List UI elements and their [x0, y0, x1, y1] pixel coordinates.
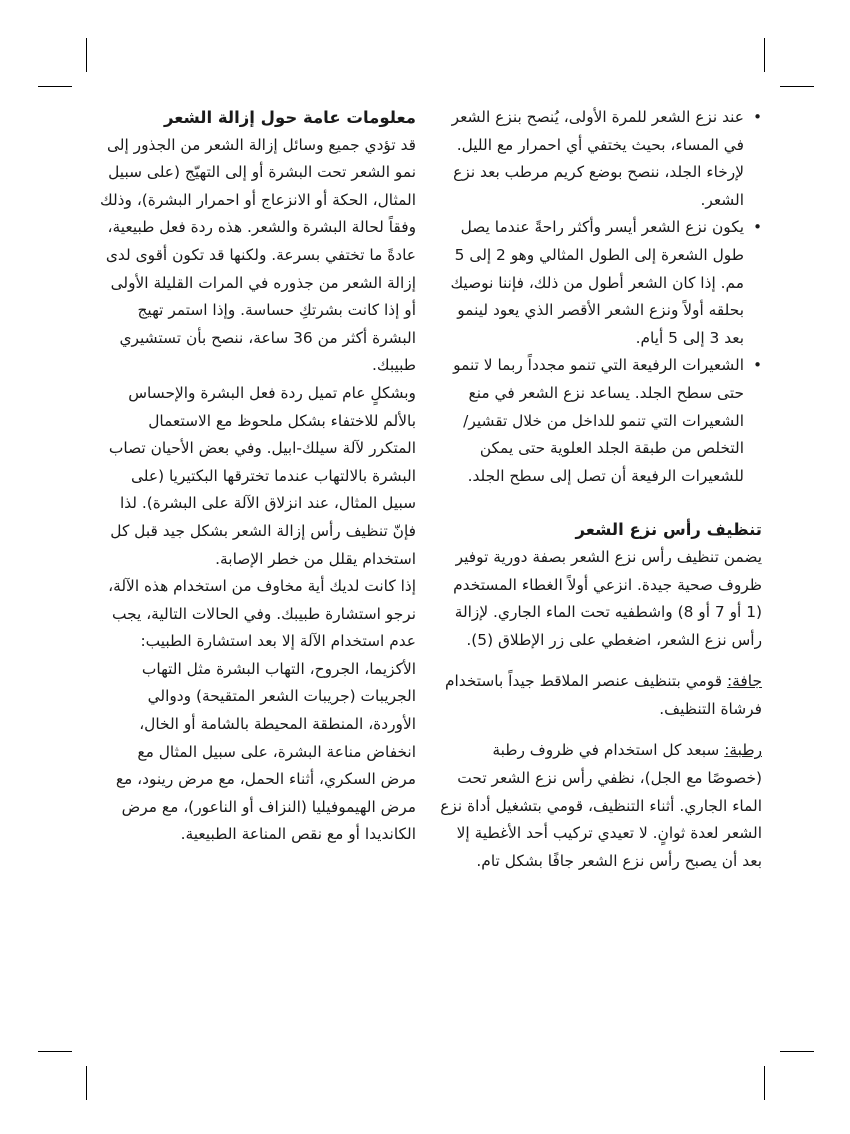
cleaning-heading: تنظيف رأس نزع الشعر: [575, 520, 762, 540]
general-info-paragraph: قد تؤدي جميع وسائل إزالة الشعر من الجذور إلى نمو الشعر تحت البشرة أو إلى التهيّج (على سبيل المثال، الحكة أو الانزعاج أو احمرار البشرة)، وذلك وفقاً لحالة البشرة والشعر. هذه ردة فعل طبيعية، عادةً ما تختفي بسرعة. ولكنها قد تكون أقوى لدى إزالة الشعر من جذوره في المرات القليلة الأولى أو إذا كانت بشرتكِ حساسة. وإذا استمر تهيج البشرة أكثر من 36 ساعة، ننصح بأن تستشيري طبيبك.: [100, 135, 416, 375]
crop-mark-top-right: [764, 38, 765, 72]
crop-mark-top-left: [86, 38, 87, 72]
right-column: [440, 104, 762, 875]
crop-mark-right-lower: [780, 1051, 814, 1052]
wet-label: رطبة:: [724, 741, 762, 760]
general-info-paragraph: وبشكلٍ عام تميل ردة فعل البشرة والإحساس بالألم للاختفاء بشكل ملحوظ مع الاستعمال المتكرر لآلة سيلك-ابيل. وفي بعض الأحيان تصاب البشرة بالالتهاب عندما تخترقها البكتيريا (على سبيل المثال، عند انزلاق الآلة على البشرة). لذا فإنّ تنظيف رأس إزالة الشعر بشكل جيد قبل كل استخدام يقلل من خطر الإصابة.: [108, 383, 416, 568]
crop-mark-bottom-right: [764, 1066, 765, 1100]
list-item: • الشعيرات الرفيعة التي تنمو مجدداً ربما لا تنمو حتى سطح الجلد. يساعد نزع الشعر في منع الشعيرات التي تنمو للداخل من خلال تقشير/التخلص من طبقة الجلد العلوية حتى يمكن للشعيرات الرفيعة أن تصل إلى سطح الجلد.: [440, 352, 744, 490]
left-column: [100, 104, 416, 849]
list-item: • يكون نزع الشعر أيسر وأكثر راحةً عندما يصل طول الشعرة إلى الطول المثالي وهو 2 إلى 5 مم. إذا كان الشعر أطول من ذلك، فإننا نوصيك بحلقه أولاً ونزع الشعر الأقصر الذي يعود لينمو بعد 3 إلى 5 أيام.: [440, 214, 744, 352]
crop-mark-left-lower: [38, 1051, 72, 1052]
general-info-heading: معلومات عامة حول إزالة الشعر: [163, 108, 416, 127]
crop-mark-right-upper: [780, 86, 814, 87]
general-info-paragraph: إذا كانت لديك أية مخاوف من استخدام هذه الآلة، نرجو استشارة طبيبك. وفي الحالات التالية، يجب عدم استخدام الآلة إلا بعد استشارة الطبيب: الأكزيما، الجروح، التهاب البشرة مثل التهاب الجريبات (جريبات الشعر المتقيحة) ودوالي الأوردة، المنطقة المحيطة بالشامة أو الخال، انخفاض مناعة البشرة، على سبيل المثال مع مرض السكري، أثناء الحمل، مع مرض رينود، مع مرض الهيموفيليا (النزاف أو الناعور)، مع مرض الكانديدا أو مع نقص المناعة الطبيعية.: [108, 577, 416, 844]
wet-text: سبعد كل استخدام في ظروف رطبة (خصوصًا مع الجل)، نظفي رأس نزع الشعر تحت الماء الجاري. أثناء التنظيف، قومي بتشغيل أداة نزع الشعر لعدة ثوانٍ. لا تعيدي تركيب أحد الأغطية إلا بعد أن يصبح رأس نزع الشعر جافًا بشكل تام.: [440, 741, 762, 870]
list-item: • عند نزع الشعر للمرة الأولى، يُنصح بنزع الشعر في المساء، بحيث يختفي أي احمرار مع الليل. لإرخاء الجلد، ننصح بوضع كريم مرطب بعد نزع الشعر.: [440, 104, 744, 214]
wet-cleaning-paragraph: [440, 737, 762, 875]
crop-mark-left-upper: [38, 86, 72, 87]
crop-mark-bottom-left: [86, 1066, 87, 1100]
dry-label: جافة:: [727, 672, 762, 691]
cleaning-body: يضمن تنظيف رأس نزع الشعر بصفة دورية توفير ظروف صحية جيدة. انزعي أولاً الغطاء المستخدم (1 أو 7 أو 8) واشطفيه تحت الماء الجاري. لإزالة رأس نزع الشعر، اضغطي على زر الإطلاق (5).: [453, 547, 762, 649]
tips-list: [440, 104, 762, 490]
dry-text: قومي بتنظيف عنصر الملاقط جيداً باستخدام فرشاة التنظيف.: [444, 672, 762, 718]
dry-cleaning-paragraph: [440, 668, 762, 723]
